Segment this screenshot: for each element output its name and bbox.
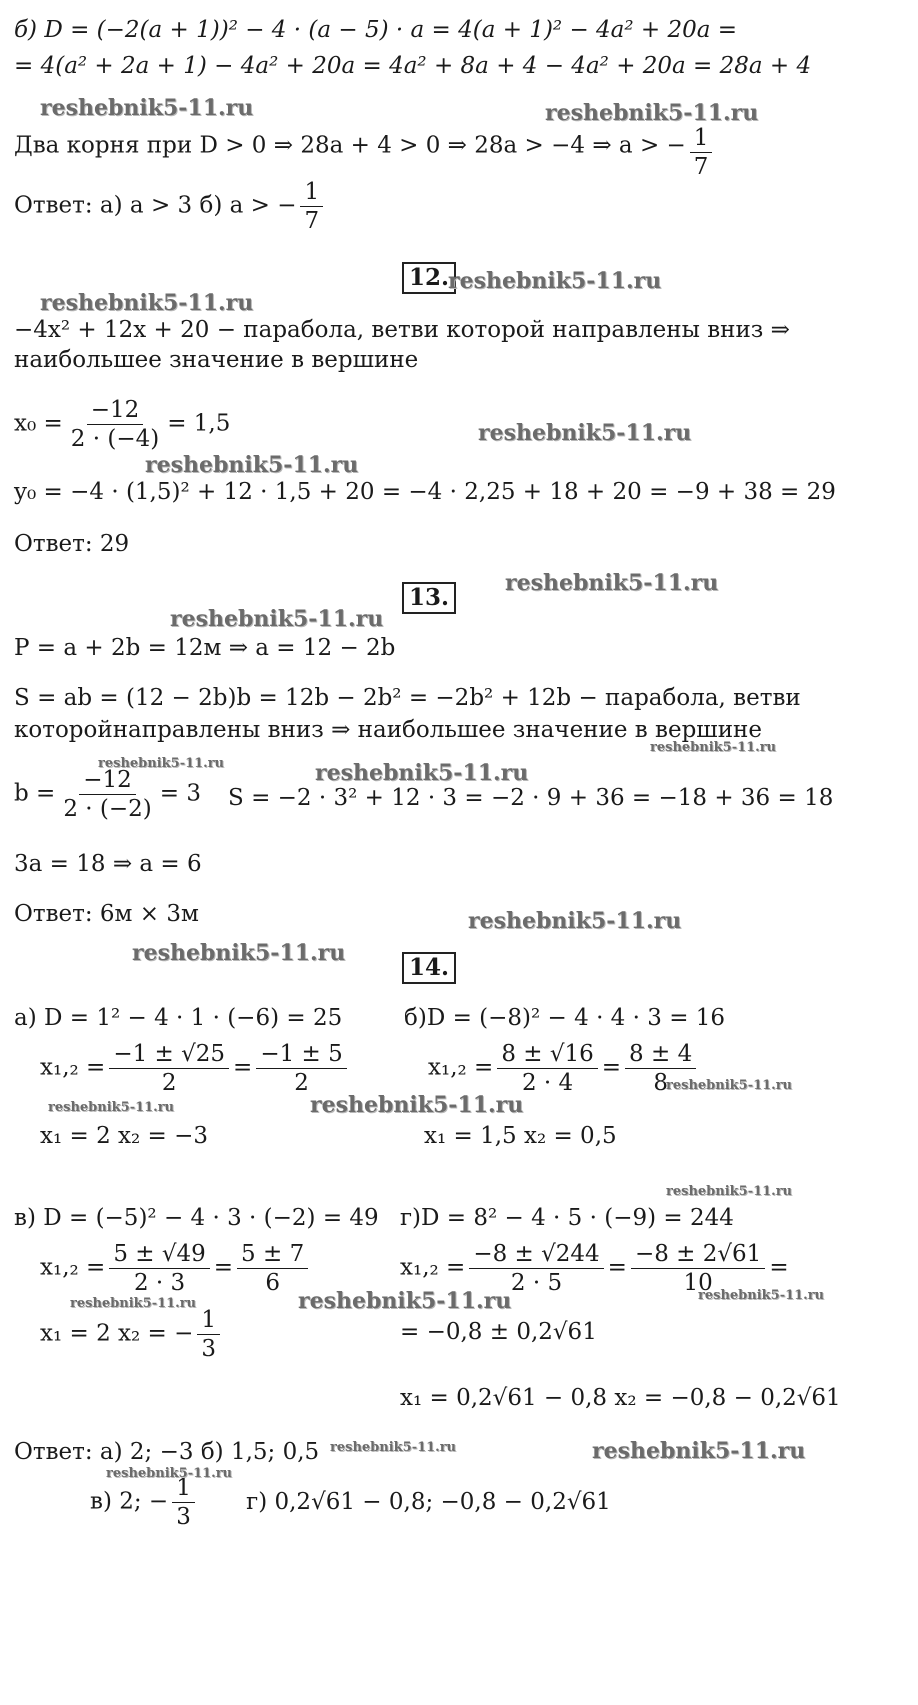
fraction-denominator: 3 <box>176 1504 191 1530</box>
watermark: reshebnik5-11.ru <box>298 1288 512 1314</box>
fraction <box>109 1040 229 1097</box>
answer-11-text: Ответ: а) a > 3 б) a > − <box>14 192 297 219</box>
fraction <box>67 396 163 453</box>
watermark: reshebnik5-11.ru <box>468 908 682 934</box>
watermark: reshebnik5-11.ru <box>330 1440 457 1455</box>
watermark: reshebnik5-11.ru <box>478 420 692 446</box>
fraction-numerator: −12 <box>79 766 136 795</box>
fraction <box>300 178 323 235</box>
b-prefix: b = <box>14 780 56 807</box>
eq-12-line1: −4x² + 12x + 20 − парабола, ветви которой направлены вниз ⇒ <box>14 317 790 343</box>
fraction-numerator: −8 ± 2√61 <box>631 1240 765 1269</box>
fraction-numerator: 5 ± √49 <box>109 1240 209 1269</box>
fraction-numerator: 5 ± 7 <box>237 1240 308 1269</box>
answer-12: Ответ: 29 <box>14 531 130 557</box>
watermark: reshebnik5-11.ru <box>98 756 225 771</box>
fraction-denominator: 2 · 4 <box>521 1070 574 1096</box>
eq-14b-roots: x₁ = 1,5 x₂ = 0,5 <box>424 1123 617 1149</box>
answer-g-text: г) 0,2√61 − 0,8; −0,8 − 0,2√61 <box>246 1488 611 1515</box>
watermark: reshebnik5-11.ru <box>666 1184 793 1199</box>
equals-sign: = <box>769 1254 789 1281</box>
y0-line: y₀ = −4 · (1,5)² + 12 · 1,5 + 20 = −4 · 2,25 + 18 + 20 = −9 + 38 = 29 <box>14 479 836 505</box>
eq-13-line3: которойнаправлены вниз ⇒ наибольшее значение в вершине <box>14 717 762 743</box>
eq-14a-x12: x₁,₂ = $\frac{-1 \pm √25}{2}$ = $\frac{-1 \pm 5}{2}$ <box>40 1040 351 1097</box>
b-line <box>14 766 201 823</box>
eq-14b-D: б)D = (−8)² − 4 · 4 · 3 = 16 <box>404 1005 726 1031</box>
eq-14v-x12: x₁,₂ = $\frac{5 \pm √49}{2 \cdot 3}$ = $\frac{5 \pm 7}{6}$ <box>40 1240 312 1297</box>
watermark: reshebnik5-11.ru <box>698 1288 825 1303</box>
b-suffix: = 3 <box>159 780 201 807</box>
fraction-denominator: 2 <box>161 1070 177 1096</box>
fraction-numerator: 1 <box>300 178 323 207</box>
eq-12-line2: наибольшее значение в вершине <box>14 347 419 373</box>
x12-label: x₁,₂ = <box>40 1054 106 1081</box>
problem-number-13: 13. <box>402 582 456 614</box>
fraction-denominator: 7 <box>693 154 709 180</box>
fraction-numerator: 8 ± 4 <box>625 1040 696 1069</box>
x0-line <box>14 396 230 453</box>
watermark: reshebnik5-11.ru <box>545 100 759 126</box>
watermark: reshebnik5-11.ru <box>592 1438 806 1464</box>
eq-14g-line2: = −0,8 ± 0,2√61 <box>400 1319 597 1345</box>
answer-v-text: в) 2; − <box>90 1488 169 1515</box>
answer-14-line2 <box>90 1474 611 1531</box>
watermark: reshebnik5-11.ru <box>310 1092 524 1118</box>
watermark: reshebnik5-11.ru <box>666 1078 793 1093</box>
fraction-numerator: 8 ± √16 <box>497 1040 597 1069</box>
fraction-numerator: 1 <box>172 1474 195 1503</box>
fraction <box>59 766 155 823</box>
watermark: reshebnik5-11.ru <box>448 268 662 294</box>
eq-14g-roots: x₁ = 0,2√61 − 0,8 x₂ = −0,8 − 0,2√61 <box>400 1385 841 1411</box>
eq-14b-x12: x₁,₂ = $\frac{8 \pm √16}{2 \cdot 4}$ = $\frac{8 \pm 4}{8}$ <box>428 1040 700 1097</box>
fraction <box>109 1240 209 1297</box>
fraction <box>690 124 713 181</box>
fraction-numerator: −1 ± 5 <box>256 1040 346 1069</box>
answer-14-line1: Ответ: а) 2; −3 б) 1,5; 0,5 <box>14 1439 320 1465</box>
fraction-denominator: 2 · 5 <box>510 1270 563 1296</box>
fraction-denominator: 2 · 3 <box>133 1270 186 1296</box>
watermark: reshebnik5-11.ru <box>48 1100 175 1115</box>
x0-prefix: x₀ = <box>14 410 63 437</box>
watermark: reshebnik5-11.ru <box>70 1296 197 1311</box>
fraction-denominator: 2 · (−2) <box>63 796 152 822</box>
a-line: 3a = 18 ⇒ a = 6 <box>14 851 202 877</box>
fraction-numerator: −8 ± √244 <box>469 1240 603 1269</box>
two-roots-text: Два корня при D > 0 ⇒ 28a + 4 > 0 ⇒ 28a > −4 ⇒ a > − <box>14 132 686 159</box>
eq-11b-line1: б) D = (−2(a + 1))² − 4 · (a − 5) · a = 4(a + 1)² − 4a² + 20a = <box>14 17 738 43</box>
fraction-denominator: 7 <box>304 208 320 234</box>
eq-11b-line2: = 4(a² + 2a + 1) − 4a² + 20a = 4a² + 8a + 4 − 4a² + 20a = 28a + 4 <box>14 53 812 79</box>
eq-14g-x12: x₁,₂ = $\frac{-8 \pm √244}{2 \cdot 5}$ = $\frac{-8 \pm 2√61}{10}$ = <box>400 1241 789 1296</box>
problem-number-14: 14. <box>402 952 456 984</box>
watermark: reshebnik5-11.ru <box>132 940 346 966</box>
eq-13-line2: S = ab = (12 − 2b)b = 12b − 2b² = −2b² + 12b − парабола, ветви <box>14 685 801 711</box>
roots-text: x₁ = 2 x₂ = − <box>40 1320 194 1347</box>
problem-number-12: 12. <box>402 262 456 294</box>
watermark: reshebnik5-11.ru <box>40 290 254 316</box>
eq-14v-D: в) D = (−5)² − 4 · 3 · (−2) = 49 <box>14 1205 379 1231</box>
eq-14g-D: г)D = 8² − 4 · 5 · (−9) = 244 <box>400 1205 734 1231</box>
fraction-numerator: 1 <box>690 124 713 153</box>
answer-13: Ответ: 6м × 3м <box>14 901 199 927</box>
watermark: reshebnik5-11.ru <box>505 570 719 596</box>
fraction-denominator: 3 <box>201 1336 217 1362</box>
s-line: S = −2 · 3² + 12 · 3 = −2 · 9 + 36 = −18 + 36 = 18 <box>228 785 834 811</box>
fraction <box>172 1474 195 1531</box>
fraction-numerator: 1 <box>197 1306 220 1335</box>
x12-label: x₁,₂ = <box>400 1254 466 1281</box>
fraction-denominator: 6 <box>265 1270 280 1296</box>
fraction-numerator: −1 ± √25 <box>109 1040 229 1069</box>
eq-14a-D: а) D = 1² − 4 · 1 · (−6) = 25 <box>14 1005 343 1031</box>
fraction-numerator: −12 <box>87 396 144 425</box>
watermark: reshebnik5-11.ru <box>145 452 359 478</box>
fraction <box>197 1306 220 1363</box>
x12-label: x₁,₂ = <box>40 1254 106 1281</box>
watermark: reshebnik5-11.ru <box>315 760 529 786</box>
fraction-denominator: 2 · (−4) <box>70 426 160 452</box>
two-roots-line <box>14 118 716 180</box>
eq-13-line1: P = a + 2b = 12м ⇒ a = 12 − 2b <box>14 635 396 661</box>
watermark: reshebnik5-11.ru <box>170 606 384 632</box>
fraction <box>256 1040 346 1097</box>
watermark: reshebnik5-11.ru <box>106 1466 233 1481</box>
fraction <box>497 1040 597 1097</box>
fraction-denominator: 10 <box>683 1270 713 1296</box>
watermark: reshebnik5-11.ru <box>650 740 777 755</box>
x12-label: x₁,₂ = <box>428 1054 494 1081</box>
eq-14v-roots <box>40 1306 224 1363</box>
fraction-denominator: 2 <box>294 1070 309 1096</box>
eq-14a-roots: x₁ = 2 x₂ = −3 <box>40 1123 209 1149</box>
fraction-denominator: 8 <box>653 1070 668 1096</box>
answer-11 <box>14 178 327 235</box>
watermark: reshebnik5-11.ru <box>40 95 254 121</box>
x0-suffix: = 1,5 <box>167 410 231 437</box>
